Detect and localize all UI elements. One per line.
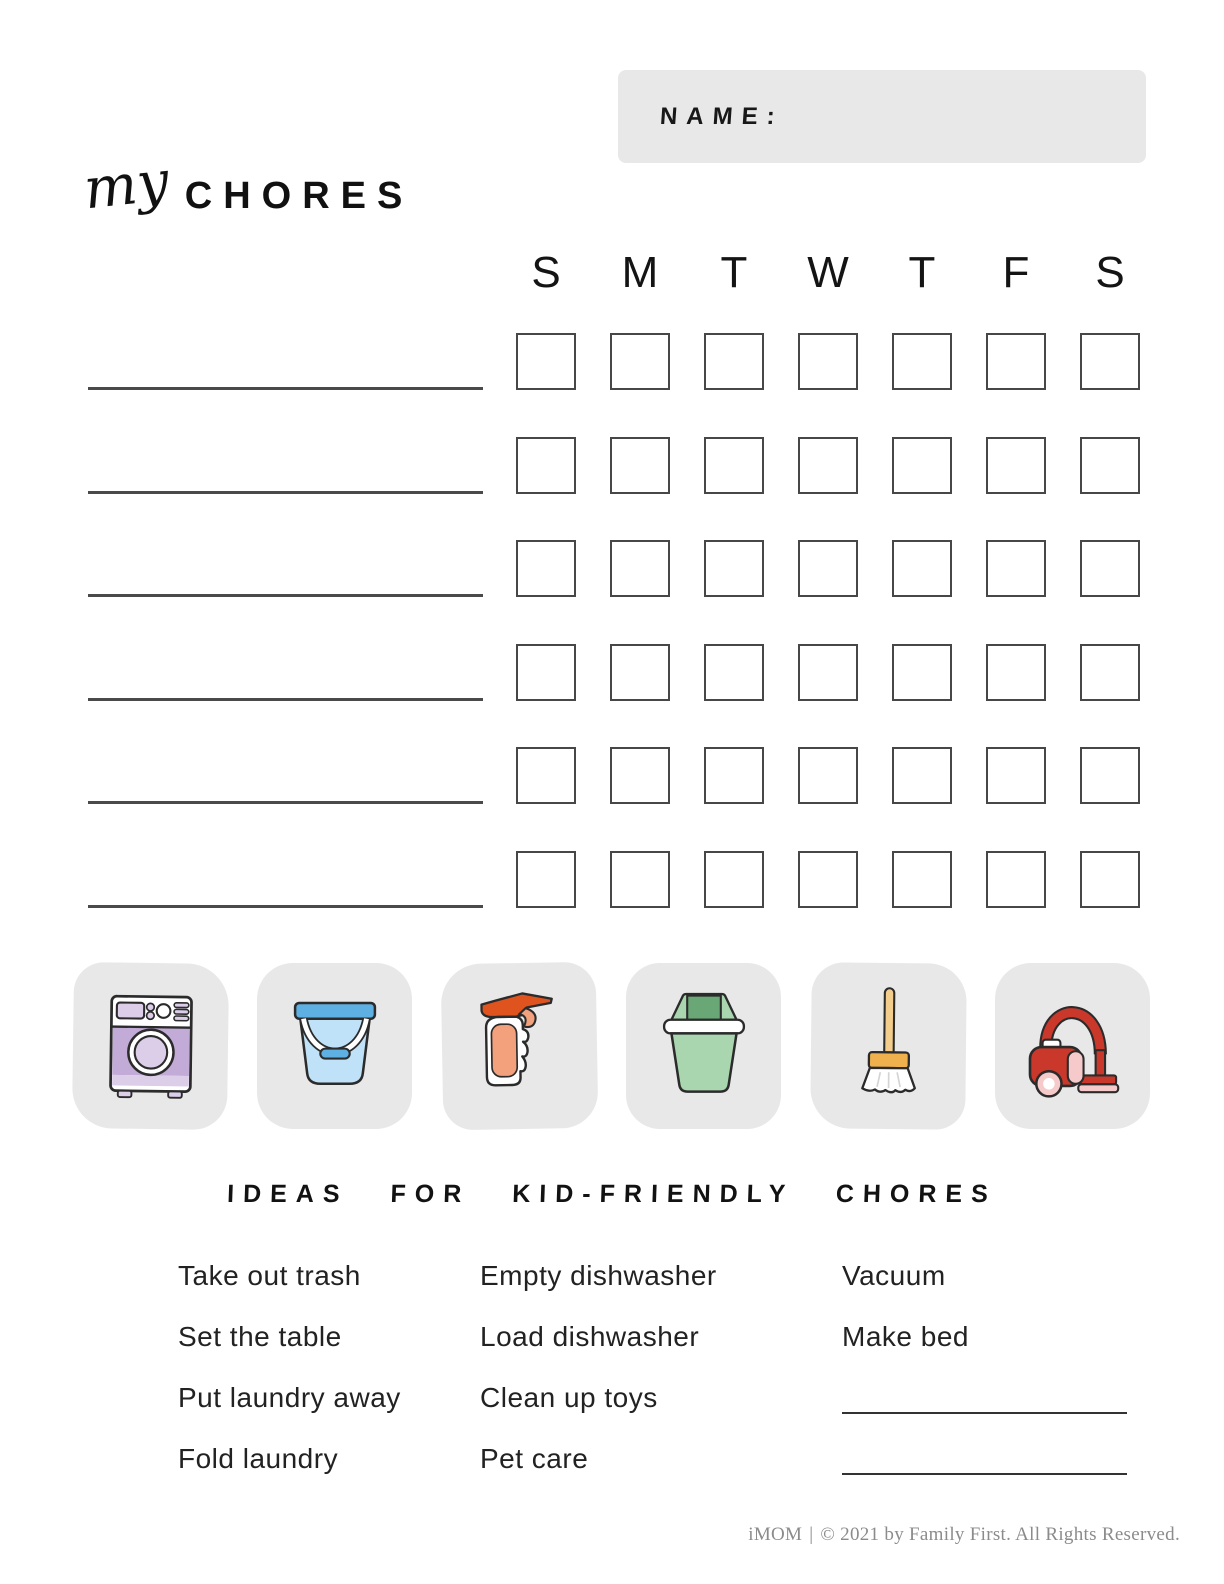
day-checkbox[interactable] [1080, 333, 1140, 390]
day-checkbox[interactable] [798, 747, 858, 804]
ideas-column [842, 1252, 1127, 1496]
chore-icons-row [73, 963, 1150, 1129]
idea-item: Fold laundry [178, 1443, 339, 1474]
day-checkbox[interactable] [986, 851, 1046, 908]
day-checkbox[interactable] [516, 437, 576, 494]
idea-item: Make bed [842, 1321, 969, 1352]
chore-row [88, 851, 1148, 908]
footer-credit [748, 1524, 1180, 1546]
washing-machine-icon [92, 982, 210, 1110]
trash-can-icon-tile [626, 963, 781, 1129]
day-checkbox[interactable] [704, 333, 764, 390]
day-checkbox[interactable] [704, 851, 764, 908]
bucket-icon-tile [257, 963, 412, 1129]
day-header: S [531, 248, 561, 297]
day-checkbox[interactable] [1080, 851, 1140, 908]
day-checkbox[interactable] [516, 540, 576, 597]
idea-item: Set the table [178, 1321, 342, 1352]
idea-item: Empty dishwasher [480, 1260, 717, 1291]
spray-bottle-icon [460, 982, 578, 1110]
day-header: W [807, 248, 849, 297]
day-checkbox[interactable] [704, 644, 764, 701]
idea-blank-row [842, 1374, 1127, 1435]
day-header: T [720, 248, 748, 297]
day-checkbox[interactable] [610, 747, 670, 804]
day-checkbox[interactable] [986, 747, 1046, 804]
day-checkbox[interactable] [986, 333, 1046, 390]
day-checkbox[interactable] [516, 747, 576, 804]
day-checkbox[interactable] [798, 333, 858, 390]
ideas-column [178, 1252, 401, 1496]
day-checkbox[interactable] [516, 644, 576, 701]
day-header: F [1002, 248, 1030, 297]
day-header: S [1095, 248, 1125, 297]
broom-icon-tile [810, 962, 967, 1130]
day-checkbox[interactable] [986, 644, 1046, 701]
idea-item: Load dishwasher [480, 1321, 700, 1352]
idea-blank-line[interactable] [842, 1382, 1127, 1414]
day-checkbox[interactable] [798, 437, 858, 494]
trash-can-icon [646, 983, 762, 1109]
chore-row [88, 747, 1148, 804]
idea-blank-line[interactable] [842, 1443, 1127, 1475]
day-checkbox[interactable] [610, 644, 670, 701]
day-checkbox[interactable] [1080, 644, 1140, 701]
day-checkbox[interactable] [798, 644, 858, 701]
vacuum-icon [1014, 983, 1130, 1109]
bucket-icon [277, 983, 393, 1109]
broom-icon [829, 982, 946, 1109]
day-checkbox[interactable] [892, 333, 952, 390]
day-checkbox[interactable] [610, 333, 670, 390]
chore-name-line[interactable] [88, 385, 483, 390]
idea-item: Clean up toys [480, 1382, 658, 1413]
day-checkbox[interactable] [1080, 540, 1140, 597]
day-checkbox[interactable] [704, 540, 764, 597]
day-checkbox[interactable] [892, 437, 952, 494]
chore-row [88, 644, 1148, 701]
day-checkbox[interactable] [986, 437, 1046, 494]
chore-name-line[interactable] [88, 696, 483, 701]
day-checkbox[interactable] [610, 540, 670, 597]
day-checkbox[interactable] [1080, 437, 1140, 494]
idea-item: Pet care [480, 1443, 589, 1474]
day-checkbox[interactable] [986, 540, 1046, 597]
day-checkbox[interactable] [516, 851, 576, 908]
chore-name-line[interactable] [88, 592, 483, 597]
day-checkbox[interactable] [892, 851, 952, 908]
day-checkbox[interactable] [704, 747, 764, 804]
day-checkbox[interactable] [892, 644, 952, 701]
vacuum-icon-tile [995, 963, 1150, 1129]
chore-row [88, 437, 1148, 494]
day-checkbox[interactable] [610, 851, 670, 908]
day-header: T [908, 248, 936, 297]
day-checkbox[interactable] [798, 851, 858, 908]
idea-item: Take out trash [178, 1260, 361, 1291]
page-title [80, 148, 414, 223]
day-checkbox[interactable] [610, 437, 670, 494]
spray-bottle-icon-tile [440, 962, 598, 1131]
day-checkbox[interactable] [516, 333, 576, 390]
day-checkbox[interactable] [798, 540, 858, 597]
name-box[interactable] [618, 70, 1146, 163]
chore-name-line[interactable] [88, 903, 483, 908]
idea-item: Vacuum [842, 1260, 946, 1291]
day-header: M [621, 248, 659, 297]
day-checkbox[interactable] [892, 540, 952, 597]
chore-row [88, 333, 1148, 390]
day-checkbox[interactable] [1080, 747, 1140, 804]
idea-blank-row [842, 1435, 1127, 1496]
chore-name-line[interactable] [88, 799, 483, 804]
footer-separator: | [809, 1524, 814, 1545]
washing-machine-icon-tile [72, 962, 229, 1130]
ideas-heading: IDEAS FOR KID-FRIENDLY CHORES [226, 1180, 998, 1208]
footer-brand: iMOM [748, 1524, 803, 1545]
day-checkbox[interactable] [704, 437, 764, 494]
day-header-row [516, 248, 1140, 297]
footer-rights: © 2021 by Family First. All Rights Reserved. [820, 1524, 1180, 1545]
ideas-column [480, 1252, 717, 1496]
chore-row [88, 540, 1148, 597]
title-script: my [80, 148, 172, 223]
name-label: NAME: [659, 103, 785, 130]
chore-name-line[interactable] [88, 489, 483, 494]
title-caps: CHORES [184, 175, 414, 217]
idea-item: Put laundry away [178, 1382, 401, 1413]
day-checkbox[interactable] [892, 747, 952, 804]
